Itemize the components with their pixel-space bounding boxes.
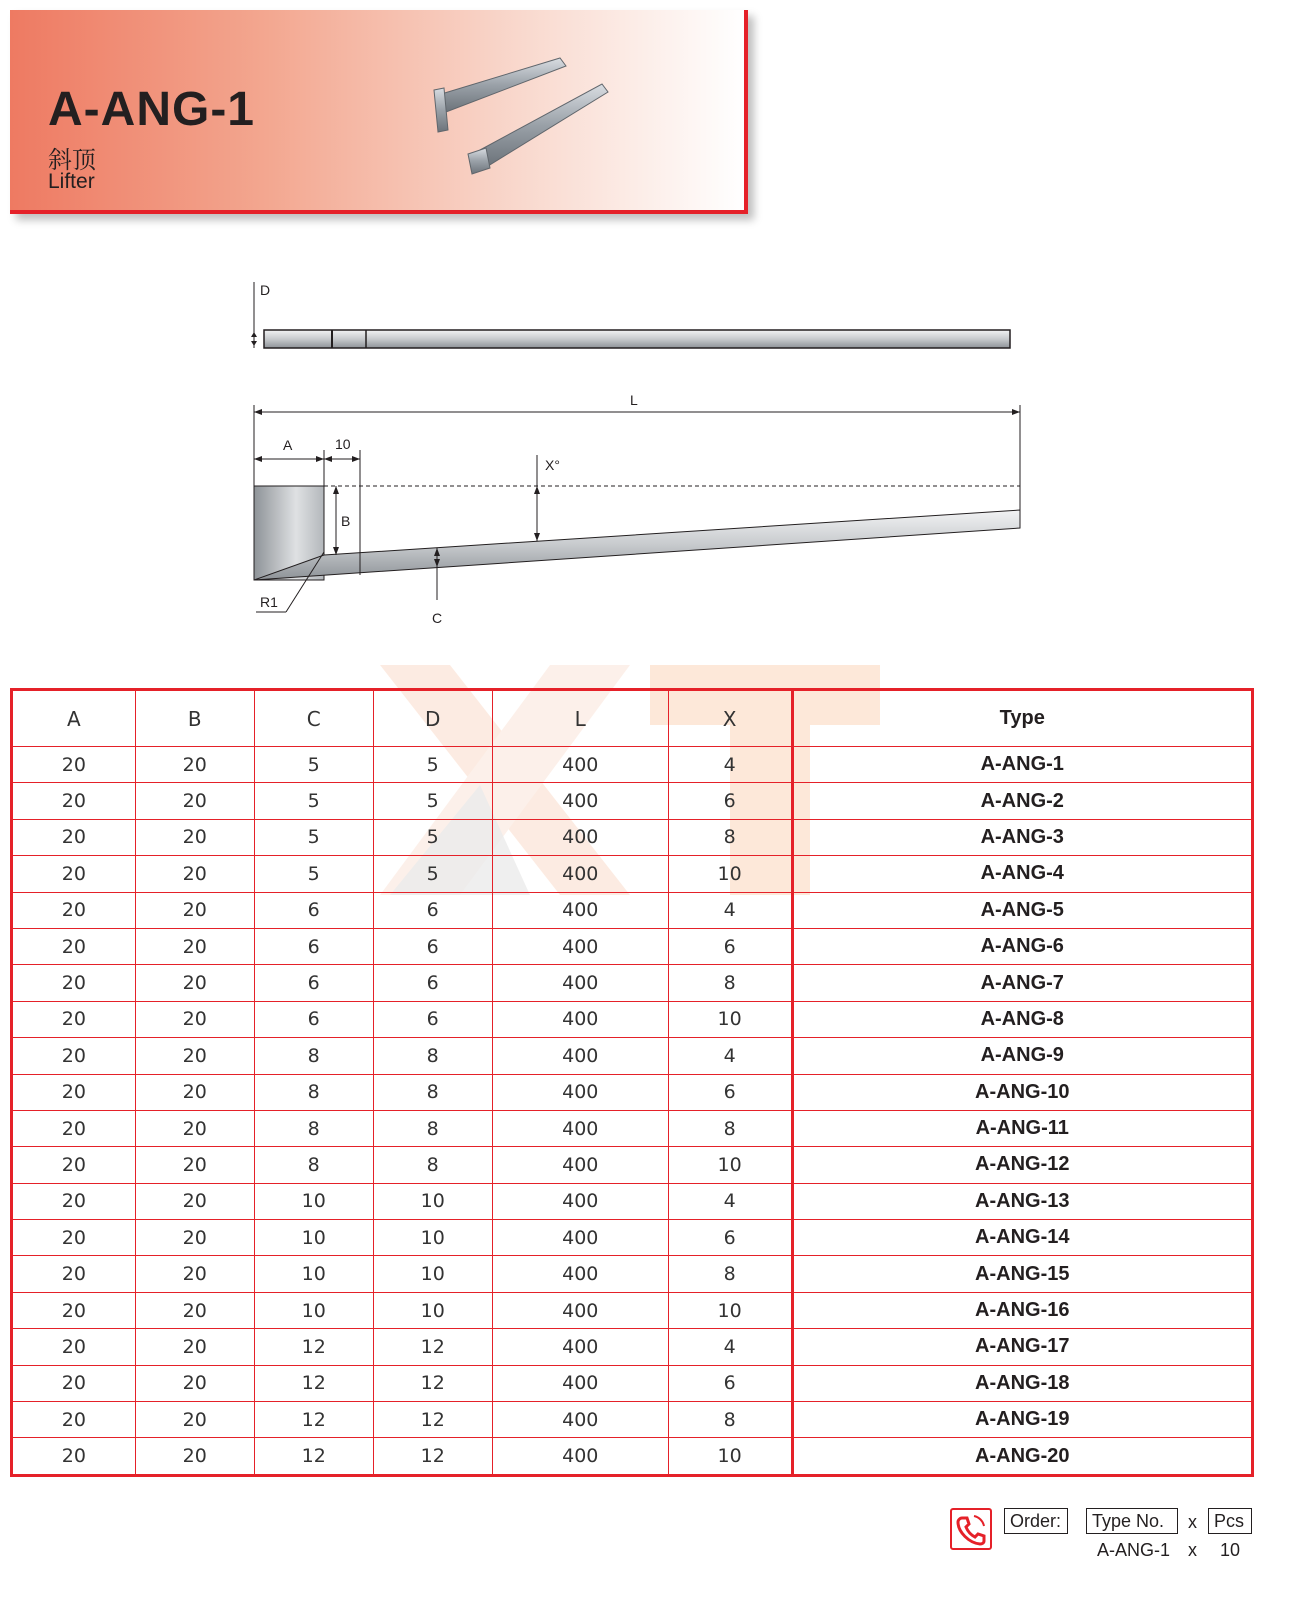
- cell-b: 20: [135, 1292, 254, 1328]
- cell-l: 400: [492, 1438, 668, 1475]
- dim-label-r1: R1: [260, 594, 278, 610]
- cell-x: 8: [668, 1402, 792, 1438]
- cell-b: 20: [135, 1365, 254, 1401]
- cell-x: 4: [668, 892, 792, 928]
- table-row: [12, 928, 1253, 964]
- cell-a: 20: [12, 1329, 136, 1365]
- table-row: [12, 1292, 1253, 1328]
- cell-type: A-ANG-16: [792, 1292, 1253, 1328]
- cell-l: 400: [492, 928, 668, 964]
- cell-l: 400: [492, 892, 668, 928]
- table-row: [12, 1110, 1253, 1146]
- cell-type: A-ANG-11: [792, 1110, 1253, 1146]
- cell-x: 10: [668, 1292, 792, 1328]
- table-row: [12, 1329, 1253, 1365]
- cell-l: 400: [492, 965, 668, 1001]
- top-view: [251, 282, 1010, 348]
- cell-c: 10: [254, 1220, 373, 1256]
- cell-b: 20: [135, 856, 254, 892]
- cell-a: 20: [12, 1256, 136, 1292]
- cell-l: 400: [492, 1001, 668, 1037]
- cell-x: 6: [668, 1365, 792, 1401]
- cell-l: 400: [492, 819, 668, 855]
- cell-b: 20: [135, 1001, 254, 1037]
- cell-x: 10: [668, 1147, 792, 1183]
- table-row: [12, 856, 1253, 892]
- cell-x: 4: [668, 1329, 792, 1365]
- cell-a: 20: [12, 783, 136, 819]
- cell-d: 5: [373, 856, 492, 892]
- cell-c: 12: [254, 1329, 373, 1365]
- cell-a: 20: [12, 1220, 136, 1256]
- cell-d: 6: [373, 892, 492, 928]
- subtitle-english: Lifter: [48, 170, 95, 193]
- subtitle-chinese: 斜顶: [48, 147, 96, 174]
- cell-l: 400: [492, 783, 668, 819]
- cell-x: 10: [668, 1001, 792, 1037]
- page-title: A-ANG-1: [48, 83, 255, 136]
- cell-type: A-ANG-18: [792, 1365, 1253, 1401]
- table-row: [12, 1147, 1253, 1183]
- cell-c: 5: [254, 783, 373, 819]
- cell-b: 20: [135, 1220, 254, 1256]
- table-row: [12, 747, 1253, 783]
- cell-type: A-ANG-8: [792, 1001, 1253, 1037]
- cell-b: 20: [135, 819, 254, 855]
- cell-d: 12: [373, 1438, 492, 1475]
- cell-type: A-ANG-20: [792, 1438, 1253, 1475]
- cell-d: 5: [373, 819, 492, 855]
- cell-d: 6: [373, 1001, 492, 1037]
- cell-type: A-ANG-5: [792, 892, 1253, 928]
- cell-c: 6: [254, 892, 373, 928]
- cell-a: 20: [12, 1038, 136, 1074]
- cell-type: A-ANG-3: [792, 819, 1253, 855]
- cell-type: A-ANG-14: [792, 1220, 1253, 1256]
- cell-x: 6: [668, 1220, 792, 1256]
- cell-l: 400: [492, 1329, 668, 1365]
- order-info: [950, 1506, 1250, 1606]
- cell-d: 12: [373, 1402, 492, 1438]
- cell-d: 6: [373, 965, 492, 1001]
- cell-b: 20: [135, 928, 254, 964]
- example-qty: 10: [1220, 1540, 1241, 1560]
- cell-d: 8: [373, 1074, 492, 1110]
- cell-x: 8: [668, 965, 792, 1001]
- cell-x: 10: [668, 856, 792, 892]
- cell-b: 20: [135, 1402, 254, 1438]
- dim-label-c: C: [432, 610, 443, 626]
- pcs-label: Pcs: [1208, 1508, 1252, 1534]
- table-row: [12, 1402, 1253, 1438]
- col-header-c: C: [254, 690, 373, 747]
- cell-type: A-ANG-10: [792, 1074, 1253, 1110]
- cell-b: 20: [135, 1110, 254, 1146]
- cell-c: 6: [254, 965, 373, 1001]
- cell-c: 8: [254, 1147, 373, 1183]
- table-row: [12, 965, 1253, 1001]
- cell-b: 20: [135, 1438, 254, 1475]
- dim-label-a: A: [283, 437, 293, 453]
- col-header-type: Type: [792, 690, 1253, 747]
- cell-b: 20: [135, 1256, 254, 1292]
- cell-d: 10: [373, 1220, 492, 1256]
- cell-a: 20: [12, 1402, 136, 1438]
- cell-type: A-ANG-19: [792, 1402, 1253, 1438]
- table-row: [12, 819, 1253, 855]
- cell-type: A-ANG-2: [792, 783, 1253, 819]
- table-row: [12, 783, 1253, 819]
- cell-d: 10: [373, 1292, 492, 1328]
- cell-a: 20: [12, 1183, 136, 1219]
- col-header-d: D: [373, 690, 492, 747]
- cell-c: 12: [254, 1438, 373, 1475]
- cell-x: 4: [668, 1038, 792, 1074]
- cell-type: A-ANG-6: [792, 928, 1253, 964]
- cell-c: 8: [254, 1074, 373, 1110]
- cell-x: 6: [668, 783, 792, 819]
- cell-c: 5: [254, 747, 373, 783]
- col-header-l: L: [492, 690, 668, 747]
- dim-label-d: D: [260, 282, 271, 298]
- header-banner: [10, 10, 748, 214]
- cell-x: 6: [668, 928, 792, 964]
- table-row: [12, 1220, 1253, 1256]
- cell-c: 6: [254, 1001, 373, 1037]
- cell-l: 400: [492, 1292, 668, 1328]
- cell-d: 5: [373, 747, 492, 783]
- cell-b: 20: [135, 965, 254, 1001]
- cell-d: 12: [373, 1329, 492, 1365]
- cell-a: 20: [12, 856, 136, 892]
- cell-b: 20: [135, 1329, 254, 1365]
- example-type: A-ANG-1: [1097, 1540, 1171, 1560]
- cell-type: A-ANG-12: [792, 1147, 1253, 1183]
- cell-d: 10: [373, 1256, 492, 1292]
- table-row: [12, 892, 1253, 928]
- cell-x: 4: [668, 747, 792, 783]
- cell-c: 10: [254, 1256, 373, 1292]
- cell-type: A-ANG-17: [792, 1329, 1253, 1365]
- cell-a: 20: [12, 1001, 136, 1037]
- cell-a: 20: [12, 1110, 136, 1146]
- cell-l: 400: [492, 1365, 668, 1401]
- phone-icon: [950, 1508, 992, 1550]
- cell-x: 8: [668, 1110, 792, 1146]
- cell-d: 10: [373, 1183, 492, 1219]
- cell-type: A-ANG-15: [792, 1256, 1253, 1292]
- cell-l: 400: [492, 1183, 668, 1219]
- cell-c: 10: [254, 1183, 373, 1219]
- table-row: [12, 1074, 1253, 1110]
- dim-label-10: 10: [335, 436, 351, 452]
- cell-d: 8: [373, 1110, 492, 1146]
- cell-x: 8: [668, 1256, 792, 1292]
- cell-x: 6: [668, 1074, 792, 1110]
- table-row: [12, 1365, 1253, 1401]
- cell-d: 12: [373, 1365, 492, 1401]
- cell-d: 6: [373, 928, 492, 964]
- cell-c: 10: [254, 1292, 373, 1328]
- table-row: [12, 1038, 1253, 1074]
- cell-d: 5: [373, 783, 492, 819]
- cell-c: 5: [254, 819, 373, 855]
- cell-x: 10: [668, 1438, 792, 1475]
- cell-a: 20: [12, 1074, 136, 1110]
- cell-l: 400: [492, 1147, 668, 1183]
- cell-c: 6: [254, 928, 373, 964]
- cell-a: 20: [12, 1438, 136, 1475]
- cell-c: 8: [254, 1038, 373, 1074]
- cell-a: 20: [12, 819, 136, 855]
- table-body: [12, 747, 1253, 1476]
- type-no-label: Type No.: [1086, 1508, 1178, 1534]
- cell-a: 20: [12, 1147, 136, 1183]
- cell-b: 20: [135, 783, 254, 819]
- cell-b: 20: [135, 1147, 254, 1183]
- dim-label-x: X°: [545, 457, 560, 473]
- table-row: [12, 1183, 1253, 1219]
- cell-b: 20: [135, 1183, 254, 1219]
- example-times: x: [1188, 1540, 1197, 1560]
- cell-a: 20: [12, 747, 136, 783]
- cell-l: 400: [492, 1038, 668, 1074]
- cell-x: 8: [668, 819, 792, 855]
- cell-x: 4: [668, 1183, 792, 1219]
- cell-c: 12: [254, 1402, 373, 1438]
- dim-label-l: L: [630, 392, 638, 408]
- cell-c: 8: [254, 1110, 373, 1146]
- dim-label-b: B: [341, 513, 351, 529]
- cell-c: 12: [254, 1365, 373, 1401]
- cell-l: 400: [492, 1220, 668, 1256]
- cell-l: 400: [492, 1256, 668, 1292]
- col-header-b: B: [135, 690, 254, 747]
- cell-l: 400: [492, 1074, 668, 1110]
- col-header-x: X: [668, 690, 792, 747]
- table-header-row: [12, 690, 1253, 747]
- cell-d: 8: [373, 1038, 492, 1074]
- order-label: Order:: [1004, 1508, 1068, 1534]
- spec-table: [10, 688, 1254, 1477]
- cell-b: 20: [135, 747, 254, 783]
- col-header-a: A: [12, 690, 136, 747]
- cell-l: 400: [492, 1110, 668, 1146]
- cell-a: 20: [12, 1365, 136, 1401]
- cell-type: A-ANG-4: [792, 856, 1253, 892]
- cell-c: 5: [254, 856, 373, 892]
- cell-l: 400: [492, 856, 668, 892]
- table-row: [12, 1256, 1253, 1292]
- cell-b: 20: [135, 1074, 254, 1110]
- times-symbol: x: [1188, 1512, 1197, 1532]
- table-row: [12, 1438, 1253, 1475]
- cell-b: 20: [135, 1038, 254, 1074]
- cell-type: A-ANG-1: [792, 747, 1253, 783]
- product-image: [420, 50, 620, 180]
- table-row: [12, 1001, 1253, 1037]
- cell-type: A-ANG-13: [792, 1183, 1253, 1219]
- side-view: [254, 392, 1020, 626]
- technical-drawing: [240, 270, 1040, 640]
- cell-type: A-ANG-9: [792, 1038, 1253, 1074]
- cell-l: 400: [492, 1402, 668, 1438]
- cell-a: 20: [12, 965, 136, 1001]
- cell-a: 20: [12, 1292, 136, 1328]
- cell-type: A-ANG-7: [792, 965, 1253, 1001]
- cell-a: 20: [12, 928, 136, 964]
- cell-l: 400: [492, 747, 668, 783]
- cell-b: 20: [135, 892, 254, 928]
- cell-a: 20: [12, 892, 136, 928]
- cell-d: 8: [373, 1147, 492, 1183]
